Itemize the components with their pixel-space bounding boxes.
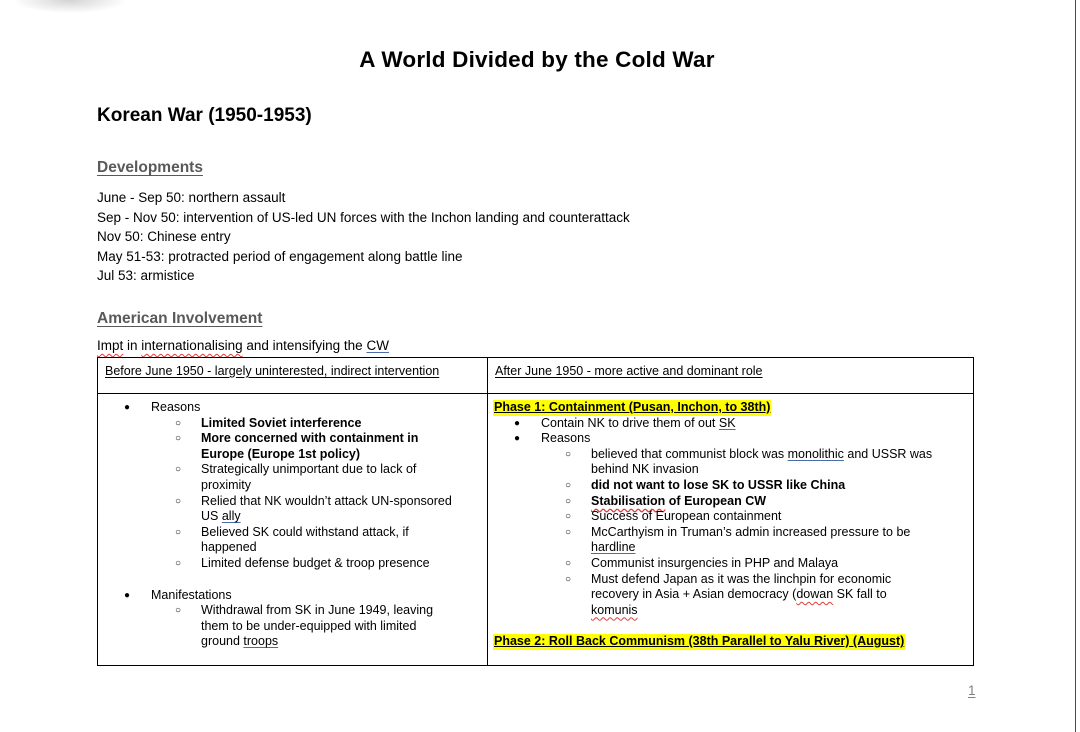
- text-span: ground: [201, 634, 244, 649]
- list-item: [488, 572, 969, 619]
- comparison-table: [97, 357, 974, 666]
- timeline-line: Nov 50: Chinese entry: [97, 229, 231, 245]
- table-cell-before-1950: [98, 394, 488, 666]
- text-span: SK fall to: [833, 587, 887, 602]
- bullet-icon: ○: [175, 417, 182, 429]
- bullet-icon: ○: [565, 495, 572, 507]
- bullet-icon: ○: [565, 573, 572, 585]
- text-span: Impt: [97, 338, 124, 353]
- document-title: A World Divided by the Cold War: [359, 47, 715, 72]
- text-span: happened: [201, 540, 257, 555]
- text-span: of European CW: [665, 493, 767, 508]
- text-span: them to be under-equipped with limited: [201, 618, 417, 633]
- list-item: [98, 431, 483, 462]
- text-span: Reasons: [541, 431, 591, 446]
- timeline-line: Sep - Nov 50: intervention of US-led UN forces with the Inchon landing and counterattack: [97, 209, 630, 225]
- table-cell-after-1950: [488, 394, 974, 666]
- bullet-icon: ○: [175, 495, 182, 507]
- bullet-icon: ○: [175, 605, 182, 617]
- list-item: [98, 400, 483, 416]
- text-span: Phase 2: Roll Back Communism (38th Parallel to Yalu River) (August): [494, 634, 905, 649]
- text-span: Success of European containment: [591, 509, 782, 524]
- link[interactable]: troops: [243, 634, 279, 649]
- heading-american-involvement: American Involvement: [97, 310, 263, 327]
- list-item: [98, 494, 483, 525]
- bullet-icon: ○: [565, 557, 572, 569]
- text-span: Limited defense budget & troop presence: [201, 555, 430, 570]
- text-span: recovery in Asia + Asian democracy (: [591, 587, 797, 602]
- timeline-line: Jul 53: armistice: [97, 268, 195, 284]
- list-item: [488, 416, 969, 432]
- list-item: [98, 416, 483, 432]
- list-item: [488, 478, 969, 494]
- text-span: Strategically unimportant due to lack of: [201, 462, 417, 477]
- text-span: internationalising: [141, 338, 243, 353]
- link[interactable]: ally: [221, 509, 241, 524]
- list-item: [488, 556, 969, 572]
- spacer: [98, 572, 483, 588]
- heading-korean-war: Korean War (1950-1953): [97, 105, 312, 126]
- text-span: dowan: [796, 587, 834, 602]
- bullet-icon: ○: [175, 433, 182, 445]
- bullet-icon: ○: [565, 479, 572, 491]
- text-span: Withdrawal from SK in June 1949, leaving: [201, 603, 434, 618]
- text-span: behind NK invasion: [591, 462, 699, 477]
- text-span: believed that communist block was: [591, 446, 788, 461]
- link[interactable]: SK: [718, 415, 736, 430]
- text-span: proximity: [201, 477, 252, 492]
- bullet-icon: ●: [514, 433, 521, 445]
- text-span: McCarthyism in Truman’s admin increased pressure to be: [591, 524, 911, 539]
- bullet-icon: ●: [124, 402, 131, 413]
- american-involvement-intro: [97, 338, 389, 354]
- page-right-edge: [1075, 0, 1076, 732]
- bullet-icon: ○: [565, 526, 572, 538]
- text-span: and USSR was: [843, 446, 933, 461]
- bullet-icon: ○: [175, 464, 182, 476]
- table-header-before-1950: Before June 1950 - largely uninterested, indirect intervention: [98, 358, 488, 394]
- bullet-icon: ●: [514, 417, 521, 429]
- link[interactable]: CW: [366, 338, 389, 353]
- text-span: Believed SK could withstand attack, if: [201, 524, 409, 539]
- list-item: [488, 525, 969, 556]
- text-span: Limited Soviet interference: [201, 415, 362, 430]
- link[interactable]: hardline: [591, 540, 636, 555]
- text-span: komunis: [591, 602, 638, 617]
- text-span: More concerned with containment in: [201, 431, 419, 446]
- table-header-row: [98, 358, 974, 394]
- list-item: [98, 525, 483, 556]
- text-span: Reasons: [151, 400, 201, 414]
- list-item: [98, 556, 483, 572]
- phase-heading: [488, 634, 969, 650]
- phase-heading: [488, 400, 969, 416]
- table-header-after-1950: After June 1950 - more active and dominant role: [488, 358, 974, 394]
- text-span: US: [201, 509, 222, 524]
- list-item: [98, 462, 483, 493]
- list-item: [488, 494, 969, 510]
- bullet-icon: ○: [175, 526, 182, 538]
- text-span: Must defend Japan as it was the linchpin for economic: [591, 571, 892, 586]
- bullet-icon: ●: [124, 589, 131, 601]
- heading-developments: Developments: [97, 159, 203, 176]
- page-number: 1: [968, 683, 976, 698]
- bullet-icon: ○: [565, 511, 572, 523]
- text-span: Relied that NK wouldn’t attack UN-sponsored: [201, 493, 452, 508]
- text-span: Phase 1: Containment (Pusan, Inchon, to 38th): [494, 400, 771, 414]
- list-item: [98, 603, 483, 650]
- link[interactable]: monolithic: [787, 446, 844, 461]
- list-item: [98, 588, 483, 604]
- text-span: Manifestations: [151, 587, 232, 602]
- list-item: [488, 431, 969, 447]
- bullet-icon: ○: [565, 448, 572, 460]
- spacer: [488, 618, 969, 634]
- text-span: Stabilisation: [591, 493, 666, 508]
- timeline-line: June - Sep 50: northern assault: [97, 190, 286, 205]
- developments-timeline: [97, 188, 630, 286]
- text-span: Europe (Europe 1st policy): [201, 446, 361, 461]
- list-item: [488, 447, 969, 478]
- timeline-line: May 51-53: protracted period of engagement along battle line: [97, 248, 463, 264]
- text-span: Communist insurgencies in PHP and Malaya: [591, 555, 839, 570]
- text-span: in: [123, 338, 142, 353]
- text-span: and intensifying the: [242, 338, 367, 353]
- text-span: did not want to lose SK to USSR like China: [591, 477, 846, 492]
- bullet-icon: ○: [175, 557, 182, 569]
- text-span: Contain NK to drive them of out: [541, 415, 719, 430]
- list-item: [488, 509, 969, 525]
- window-shadow-smudge: [14, 0, 126, 13]
- table-body-row: [98, 394, 974, 666]
